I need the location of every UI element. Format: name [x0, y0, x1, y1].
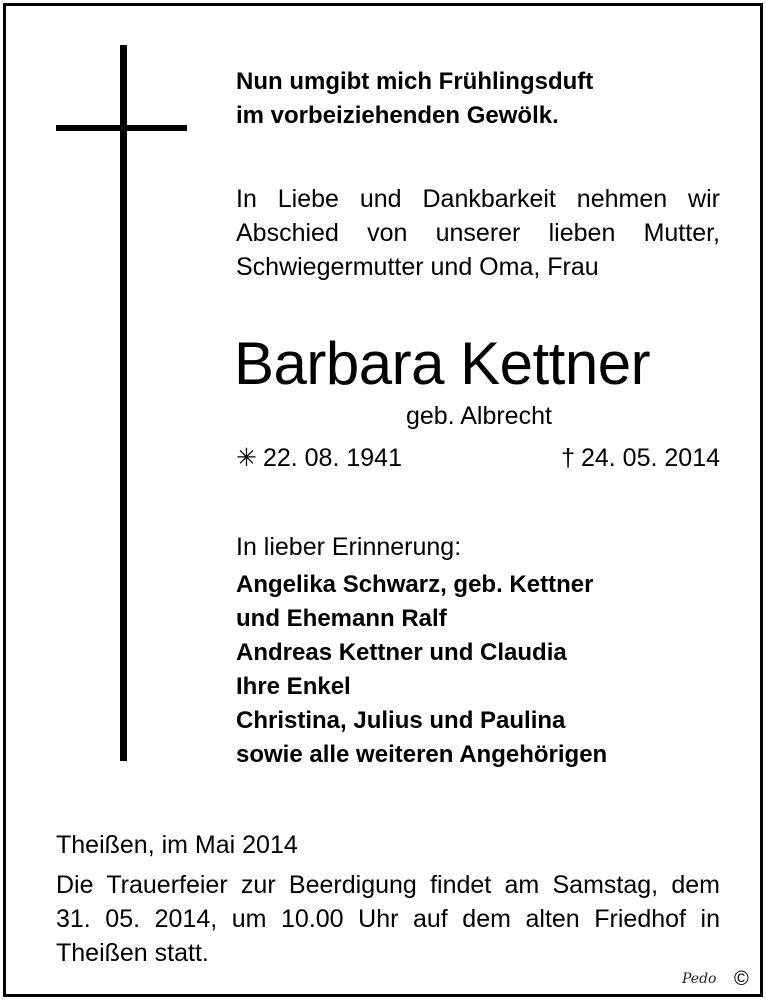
intro-line: Abschied von unserer lieben Mutter,: [236, 219, 720, 247]
service-line: Die Trauerfeier zur Beerdigung findet am Samstag, dem: [56, 871, 720, 899]
place-date: Theißen, im Mai 2014: [56, 831, 298, 859]
copyright-icon: ©: [734, 968, 749, 990]
mourner-line: sowie alle weiteren Angehörigen: [236, 741, 608, 768]
intro-text: [236, 182, 720, 284]
memory-label: In lieber Erinnerung:: [236, 533, 462, 561]
mourners-list: [236, 568, 607, 772]
verse: [236, 65, 593, 133]
mourner-line: Angelika Schwarz, geb. Kettner: [236, 571, 594, 598]
service-line: Theißen statt.: [56, 939, 209, 967]
death-date-group: [561, 442, 720, 474]
verse-line: im vorbeiziehenden Gewölk.: [236, 102, 559, 129]
mourner-line: Christina, Julius und Paulina: [236, 707, 566, 734]
life-dates: [236, 442, 720, 474]
service-info: [56, 868, 720, 970]
cross-icon-horizontal: [56, 125, 187, 131]
death-dagger-icon: †: [561, 444, 575, 472]
birth-star-icon: ✳: [236, 444, 257, 472]
mourner-line: Ihre Enkel: [236, 673, 351, 700]
deceased-name: Barbara Kettner: [234, 330, 651, 397]
designer-signature: Pedo: [682, 971, 717, 987]
intro-line: Schwiegermutter und Oma, Frau: [236, 253, 599, 281]
verse-line: Nun umgibt mich Frühlingsduft: [236, 68, 594, 95]
cross-icon-vertical: [120, 45, 127, 761]
mourner-line: und Ehemann Ralf: [236, 605, 447, 632]
intro-line: In Liebe und Dankbarkeit nehmen wir: [236, 185, 720, 213]
mourner-line: Andreas Kettner und Claudia: [236, 639, 567, 666]
death-date: 24. 05. 2014: [580, 444, 720, 472]
maiden-name: geb. Albrecht: [406, 402, 552, 430]
birth-date: 22. 08. 1941: [262, 444, 402, 472]
service-line: 31. 05. 2014, um 10.00 Uhr auf dem alten Friedhof in: [56, 905, 720, 933]
birth-date-group: [236, 442, 402, 474]
